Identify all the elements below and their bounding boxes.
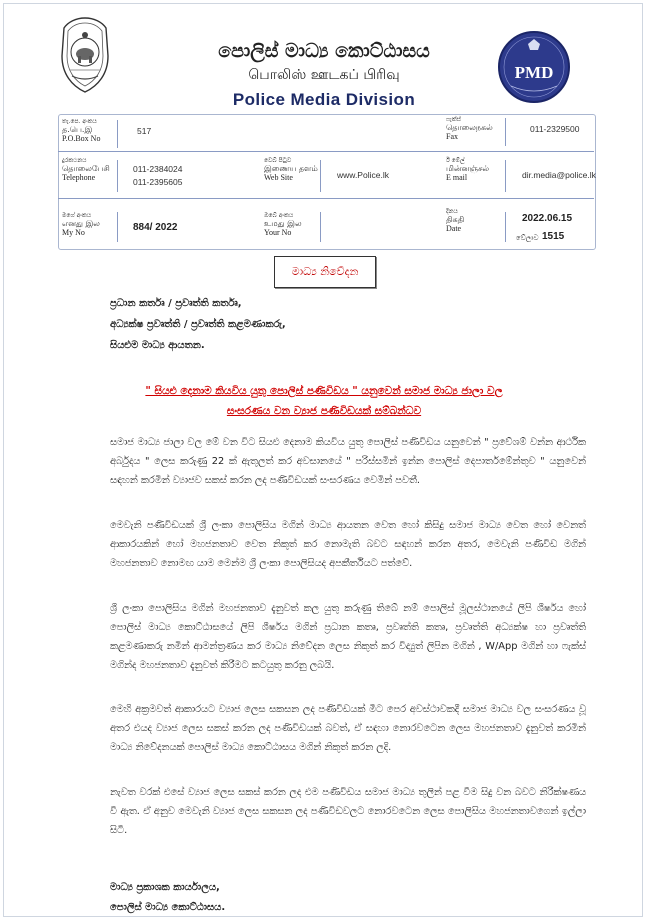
title-english: Police Media Division: [232, 90, 416, 109]
body-paragraph-3: ශ්‍රී ලංකා පොලිසිය මගින් මහජනතාව දැනුවත් කල යුතු කරුණු තිබේ නම් පොලිස් මූලස්ථානයේ ලිපි ශීර්ෂය හෝ පොලිස් මාධ්‍ය කොට්ඨාසයේ ලිපි ශීර්ෂය මගින් ප්‍රධාන කතෘ, ප්‍රවෘත්ති කතෘ, ප්‍රවෘත්ති අධ්‍යක්ෂ හා ප්‍රවෘත්ති කළමණාකරු නමින් ආමන්ත්‍රණය කර මාධ්‍ය නිවේදන ලෙස නිකුත් කර විද්‍යුත් ලිපින මගින් , W/App මගින් හා ෆැක්ස් මගින්ද මහජනතාව දැනුවත් කිරීමට කටයුතු කරනු ලබයි.: [110, 603, 586, 671]
signature-line-2: පොලිස් මාධ්‍ය කොට්ඨාසය.: [110, 902, 226, 913]
header-divider-1: [58, 151, 594, 152]
header-divider-2: [58, 198, 594, 199]
bracket-line: [505, 212, 506, 242]
telephone-value-2: 011-2395605: [133, 177, 183, 187]
telephone-label: දුරකථනය தொலைபேசி Telephone: [62, 157, 110, 182]
title-sinhala: පොලිස් මාධ්‍ය කොට්ඨාසය: [218, 40, 430, 62]
email-value: dir.media@police.lk: [522, 170, 596, 180]
po-box-value: 517: [137, 126, 152, 136]
bracket-line: [117, 160, 118, 192]
bracket-line: [505, 160, 506, 192]
addressee-line-3: සියළුම මාධ්‍ය ආයතන.: [110, 340, 205, 351]
date-value: 2022.06.15: [522, 213, 573, 224]
email-label: ඊ මේල් மின்னஞ்சல் E mail: [446, 157, 490, 182]
fax-label: ෆැක්ස් தொலைநகல் Fax: [446, 116, 493, 141]
web-site-label: වෙබ් පිටුව இணைய தளம் Web Site: [264, 157, 318, 182]
subject-line-1: " සියළු දෙනාම කියවිය යුතු පොලිස් පණිවිඩය " යනුවෙන් සමාජ මාධ්‍ය ජාලා වල: [145, 385, 503, 397]
bracket-line: [505, 118, 506, 146]
bracket-line: [117, 120, 118, 148]
subject-line-2: සංසරණය වන ව්‍යාජ පණිවිඩයක් සම්බන්ධව: [226, 405, 422, 417]
body-paragraph-4: මෙහි අක්‍රමවත් ආකාරයට ව්‍යාජ ලෙස සකසන ලද පණිවිඩයක් මීට පෙර අවස්ථාවකදී සමාජ මාධ්‍ය වල සංසරණය වූ අතර එයද ව්‍යාජ ලෙස සකස් කරන ලද පණිවිඩයක් බවත්, ඒ සඳහා නොරවටෙන ලෙස මහජනතාව දැනුවත් කරමින් මාධ්‍ය නිවේදනයක් පොලිස් මාධ්‍ය කොට්ඨාසය මගින් නිකුත් කරන ලදි.: [110, 704, 586, 753]
addressee-line-1: ප්‍රධාන කර්තෘ / ප්‍රවෘත්ති කර්තෘ,: [110, 298, 242, 309]
body-paragraph-1: සමාජ මාධ්‍ය ජාලා වල මේ වන විට සියළු දෙනාම කියවිය යුතු පොලිස් පණිවිඩය යනුවෙන් " ප්‍රවේශම් වන්න ආර්ථික අර්බුදය " ලෙස කරුණු 22 ක් ඇතුලත් කර අවසානයේ " පරිස්සමින් ඉන්න පොලිස් දෙපාර්තමේන්තුව " යනුවෙන් සඳහන් කරමින් ව්‍යාජව සකස් කරන ලද පණිවිඩයක් සංසරණය වෙමින් පවතී.: [110, 437, 586, 486]
web-site-value: www.Police.lk: [337, 170, 389, 180]
time-label: වේලාව: [516, 234, 539, 242]
addressee-line-2: අධ්‍යක්ෂ ප්‍රවෘත්ති / ප්‍රවෘත්ති කළමණාකරු,: [110, 319, 286, 330]
signature-line-1: මාධ්‍ය ප්‍රකාශක කාර්යාලය,: [110, 882, 220, 893]
body-paragraph-5: නැවත වරක් එසේ ව්‍යාජ ලෙස සකස් කරන ලද එම පණිවිඩය සමාජ මාධ්‍ය තුලින් පළ වීම සිදු වන බවට නිරීක්ෂණය වී ඇත. ඒ අනුව මෙවැනි ව්‍යාජ ලෙස සකසන ලද පණිවිඩවලට නොරවටෙන ලෙස පොලිසිය මහජනතාවගෙන් ඉල්ලා සිටී.: [110, 787, 586, 836]
po-box-label: තැ.පෙ. අංකය த.பெ.இ P.O.Box No: [62, 118, 101, 143]
bracket-line: [117, 212, 118, 242]
body-paragraph-2: මෙවැනි පණිවිඩයක් ශ්‍රී ලංකා පොලිසිය මගින් මාධ්‍ය ආයතන වෙත හෝ කිසිදු සමාජ මාධ්‍ය වෙත හෝ වෙනත් ආකාරයකින් හෝ මහජනතාව වෙත නිකුත් කර නොමැති බවට සඳහන් කරන අතර, මෙවැනි පණිවිඩ මගින් මහජනතාව නොමඟ යාම මෙන්ම ශ්‍රී ලංකා පොලිසියද අපකීර්තියට පත්වේ.: [110, 520, 586, 569]
my-no-value: 884/ 2022: [133, 222, 178, 233]
my-no-label: මගේ අංකය எனது இல My No: [62, 212, 100, 237]
time-value: 1515: [542, 231, 565, 242]
your-no-label: ඔබේ අංකය உமது இல Your No: [264, 212, 302, 237]
title-tamil: பொலிஸ் ஊடகப் பிரிவு: [248, 67, 400, 83]
fax-value: 011-2329500: [530, 124, 580, 134]
bracket-line: [320, 160, 321, 192]
pmd-logo-text: PMD: [514, 63, 554, 82]
telephone-value-1: 011-2384024: [133, 164, 183, 174]
media-notice-heading: මාධ්‍ය නිවේදන: [274, 256, 376, 288]
date-label: දිනය திகதி Date: [446, 208, 465, 233]
pmd-logo: [497, 30, 571, 104]
bracket-line: [320, 212, 321, 242]
